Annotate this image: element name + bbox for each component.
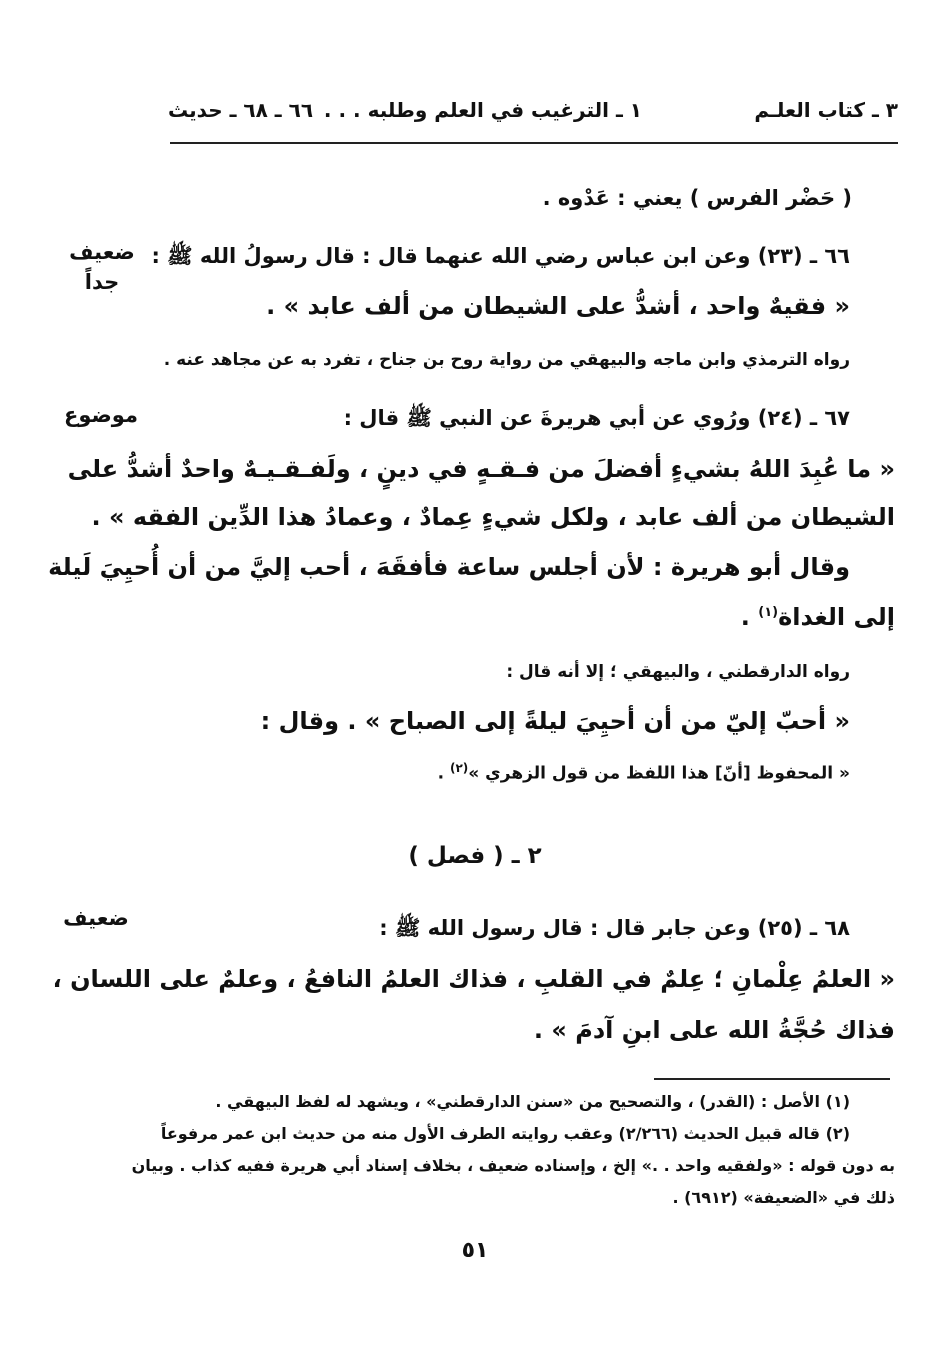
grade-66-line2: جداً xyxy=(84,270,120,294)
hadith-67-mawquf-line2 xyxy=(741,603,895,631)
footnote-ref-1: (١) xyxy=(758,605,779,620)
page-number: ٥١ xyxy=(461,1238,489,1263)
hadith-66-matn: « فقيهٌ واحد ، أشدُّ على الشيطان من ألف عابد » . xyxy=(266,292,850,320)
hadith-67-line1: ٦٧ ـ (٢٤) ورُوي عن أبي هريرةَ عن النبي ﷺ قال : xyxy=(343,406,850,430)
header-rule xyxy=(170,142,898,144)
hadith-67-mawquf-line1: وقال أبو هريرة : لأن أجلس ساعة فأفقَهَ ، أحب إليَّ من أن أُحيِيَ لَيلة xyxy=(48,553,850,581)
hadith-68-matn-line2: فذاك حُجَّةُ الله على ابنِ آدمَ » . xyxy=(533,1016,895,1044)
footnote-2-line2: به دون قوله : «ولفقيه واحد . .» إلخ ، وإسناده ضعيف ، بخلاف إسناد أبي هريرة ففيه كذاب . وبيان xyxy=(131,1156,895,1175)
hadith-67-source: رواه الدارقطني ، والبيهقي ؛ إلا أنه قال : xyxy=(506,662,850,682)
hadith-66-source: رواه الترمذي وابن ماجه والبيهقي من رواية روح بن جناح ، تفرد به عن مجاهد عنه . xyxy=(163,350,850,370)
footnote-ref-2: (٢) xyxy=(449,761,469,775)
hadith-67-matn-line1: « ما عُبِدَ اللهُ بشيءٍ أفضلَ من فـقـهٍ في دينٍ ، ولَفـقـيـهٌ واحدٌ أشدُّ على xyxy=(67,455,895,483)
header-chapter: ٣ ـ كتاب العلـم xyxy=(754,98,898,122)
grade-67: موضوع xyxy=(64,403,138,427)
intro-line: ( حَضْر الفرس ) يعني : عَدْوه . xyxy=(542,186,852,210)
header-hadith-range: ٦٦ ـ ٦٨ ـ حديث xyxy=(168,98,314,122)
hadith-68-matn-line1: « العلمُ عِلْمانِ ؛ عِلمٌ في القلبِ ، فذاك العلمُ النافعُ ، وعلمٌ على اللسان ، xyxy=(52,965,895,993)
header-section: ١ ـ الترغيب في العلم وطلبه . . . xyxy=(323,98,642,122)
hadith-66-line1: ٦٦ ـ (٢٣) وعن ابن عباس رضي الله عنهما قال : قال رسولُ الله ﷺ : xyxy=(151,244,850,268)
section-title: ٢ ـ ( فصل ) xyxy=(408,843,542,869)
footnote-rule xyxy=(654,1078,890,1080)
mawquf-text: إلى الغداة xyxy=(778,603,895,631)
hadith-67-matn-line2: الشيطان من ألف عابد ، ولكل شيءٍ عِمادٌ ، وعمادُ هذا الدِّين الفقه » . xyxy=(91,503,895,531)
note-text: « المحفوظ [أنّ] هذا اللفظ من قول الزهري » xyxy=(468,763,850,784)
grade-66-line1: ضعيف xyxy=(69,240,135,264)
footnote-1: (١) الأصل : (القدر) ، والتصحيح من «سنن الدارقطني» ، ويشهد له لفظ البيهقي . xyxy=(215,1092,850,1111)
footnote-2-line1: (٢) قاله قبيل الحديث (٢/٢٦٦) وعقب روايته الطرف الأول منه من حديث ابن عمر مرفوعاً xyxy=(160,1124,850,1143)
mawquf-end: . xyxy=(740,603,759,631)
grade-68: ضعيف xyxy=(63,906,129,930)
hadith-67-note xyxy=(438,761,850,784)
note-end: . xyxy=(437,763,450,784)
hadith-67-alt-wording: « أحبّ إليّ من أن أحيِيَ ليلةً إلى الصباح » . وقال : xyxy=(260,707,850,735)
hadith-68-line1: ٦٨ ـ (٢٥) وعن جابر قال : قال رسول الله ﷺ : xyxy=(379,916,850,940)
footnote-2-line3: ذلك في «الضعيفة» (٦٩١٢) . xyxy=(672,1188,895,1207)
